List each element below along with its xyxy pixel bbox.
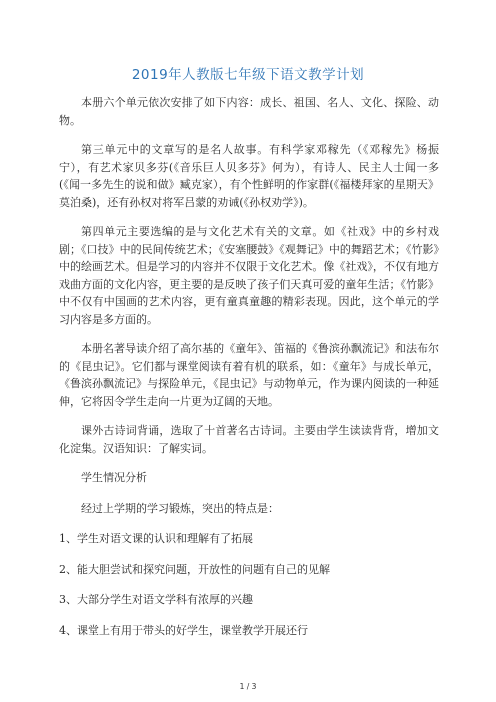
paragraph-poetry-recitation: 课外古诗词背诵，选取了十首著名古诗词。主要由学生读读背背，增加文化淀集。汉语知识：了解实词。 — [59, 424, 439, 455]
paragraph-classics-guide: 本册名著导读介绍了高尔基的《童年》、笛福的《鲁滨孙飘流记》和法布尔的《昆虫记》。它们都与课堂阅读有着有机的联系，如：《童年》与成长单元，《鲁滨孙飘流记》与探险单元，《昆虫记》与动物单元，作为课内阅读的一种延伸，它将因令学生走向一片更为辽阔的天地。 — [59, 342, 439, 408]
section-heading: 学生情况分析 — [81, 471, 147, 484]
intro-line: 经过上学期的学习锻炼，突出的特点是： — [81, 501, 279, 515]
paragraph-units-overview: 本册六个单元依次安排了如下内容：成长、祖国、名人、文化、探险、动物。 — [59, 96, 439, 127]
document-title: 2019年人教版七年级下语文教学计划 — [131, 67, 365, 83]
list-item: 3、大部分学生对语文学科有浓厚的兴趣 — [59, 593, 253, 606]
paragraph-unit-three: 第三单元中的文章写的是名人故事。有科学家邓稼先（《邓稼先》杨振宁），有艺术家贝多芬(《音乐巨人贝多芬》何为），有诗人、民主人士闻一多(《闻一多先生的说和做》臧克家），有个性鲜明的作家群(《福楼拜家的星期天》莫泊桑)，还有孙权对将军吕蒙的劝诫(《孙权劝学》)。 — [59, 143, 439, 209]
paragraph-unit-four: 第四单元主要选编的是与文化艺术有关的文章。如《社戏》中的乡村戏剧；《口技》中的民间传统艺术；《安塞腰鼓》《观舞记》中的舞蹈艺术；《竹影》中的绘画艺术。但是学习的内容并不仅限于文化艺术。像《社戏》，不仅有地方戏曲方面的文化内容，更主要的是反映了孩子们天真可爱的童年生活；《竹影》中不仅有中国画的艺术内容，更有童真童趣的精彩表现。因此，这个单元的学习内容是多方面的。 — [59, 225, 439, 326]
list-item: 4、课堂上有用于带头的好学生，课堂教学开展还行 — [59, 623, 308, 637]
list-item: 1、学生对语文课的认识和理解有了拓展 — [59, 532, 253, 545]
page-indicator: 1 / 3 — [239, 682, 257, 691]
list-item: 2、能大胆尝试和探究问题，开放性的问题有自己的见解 — [59, 562, 330, 576]
document-body — [59, 94, 439, 652]
